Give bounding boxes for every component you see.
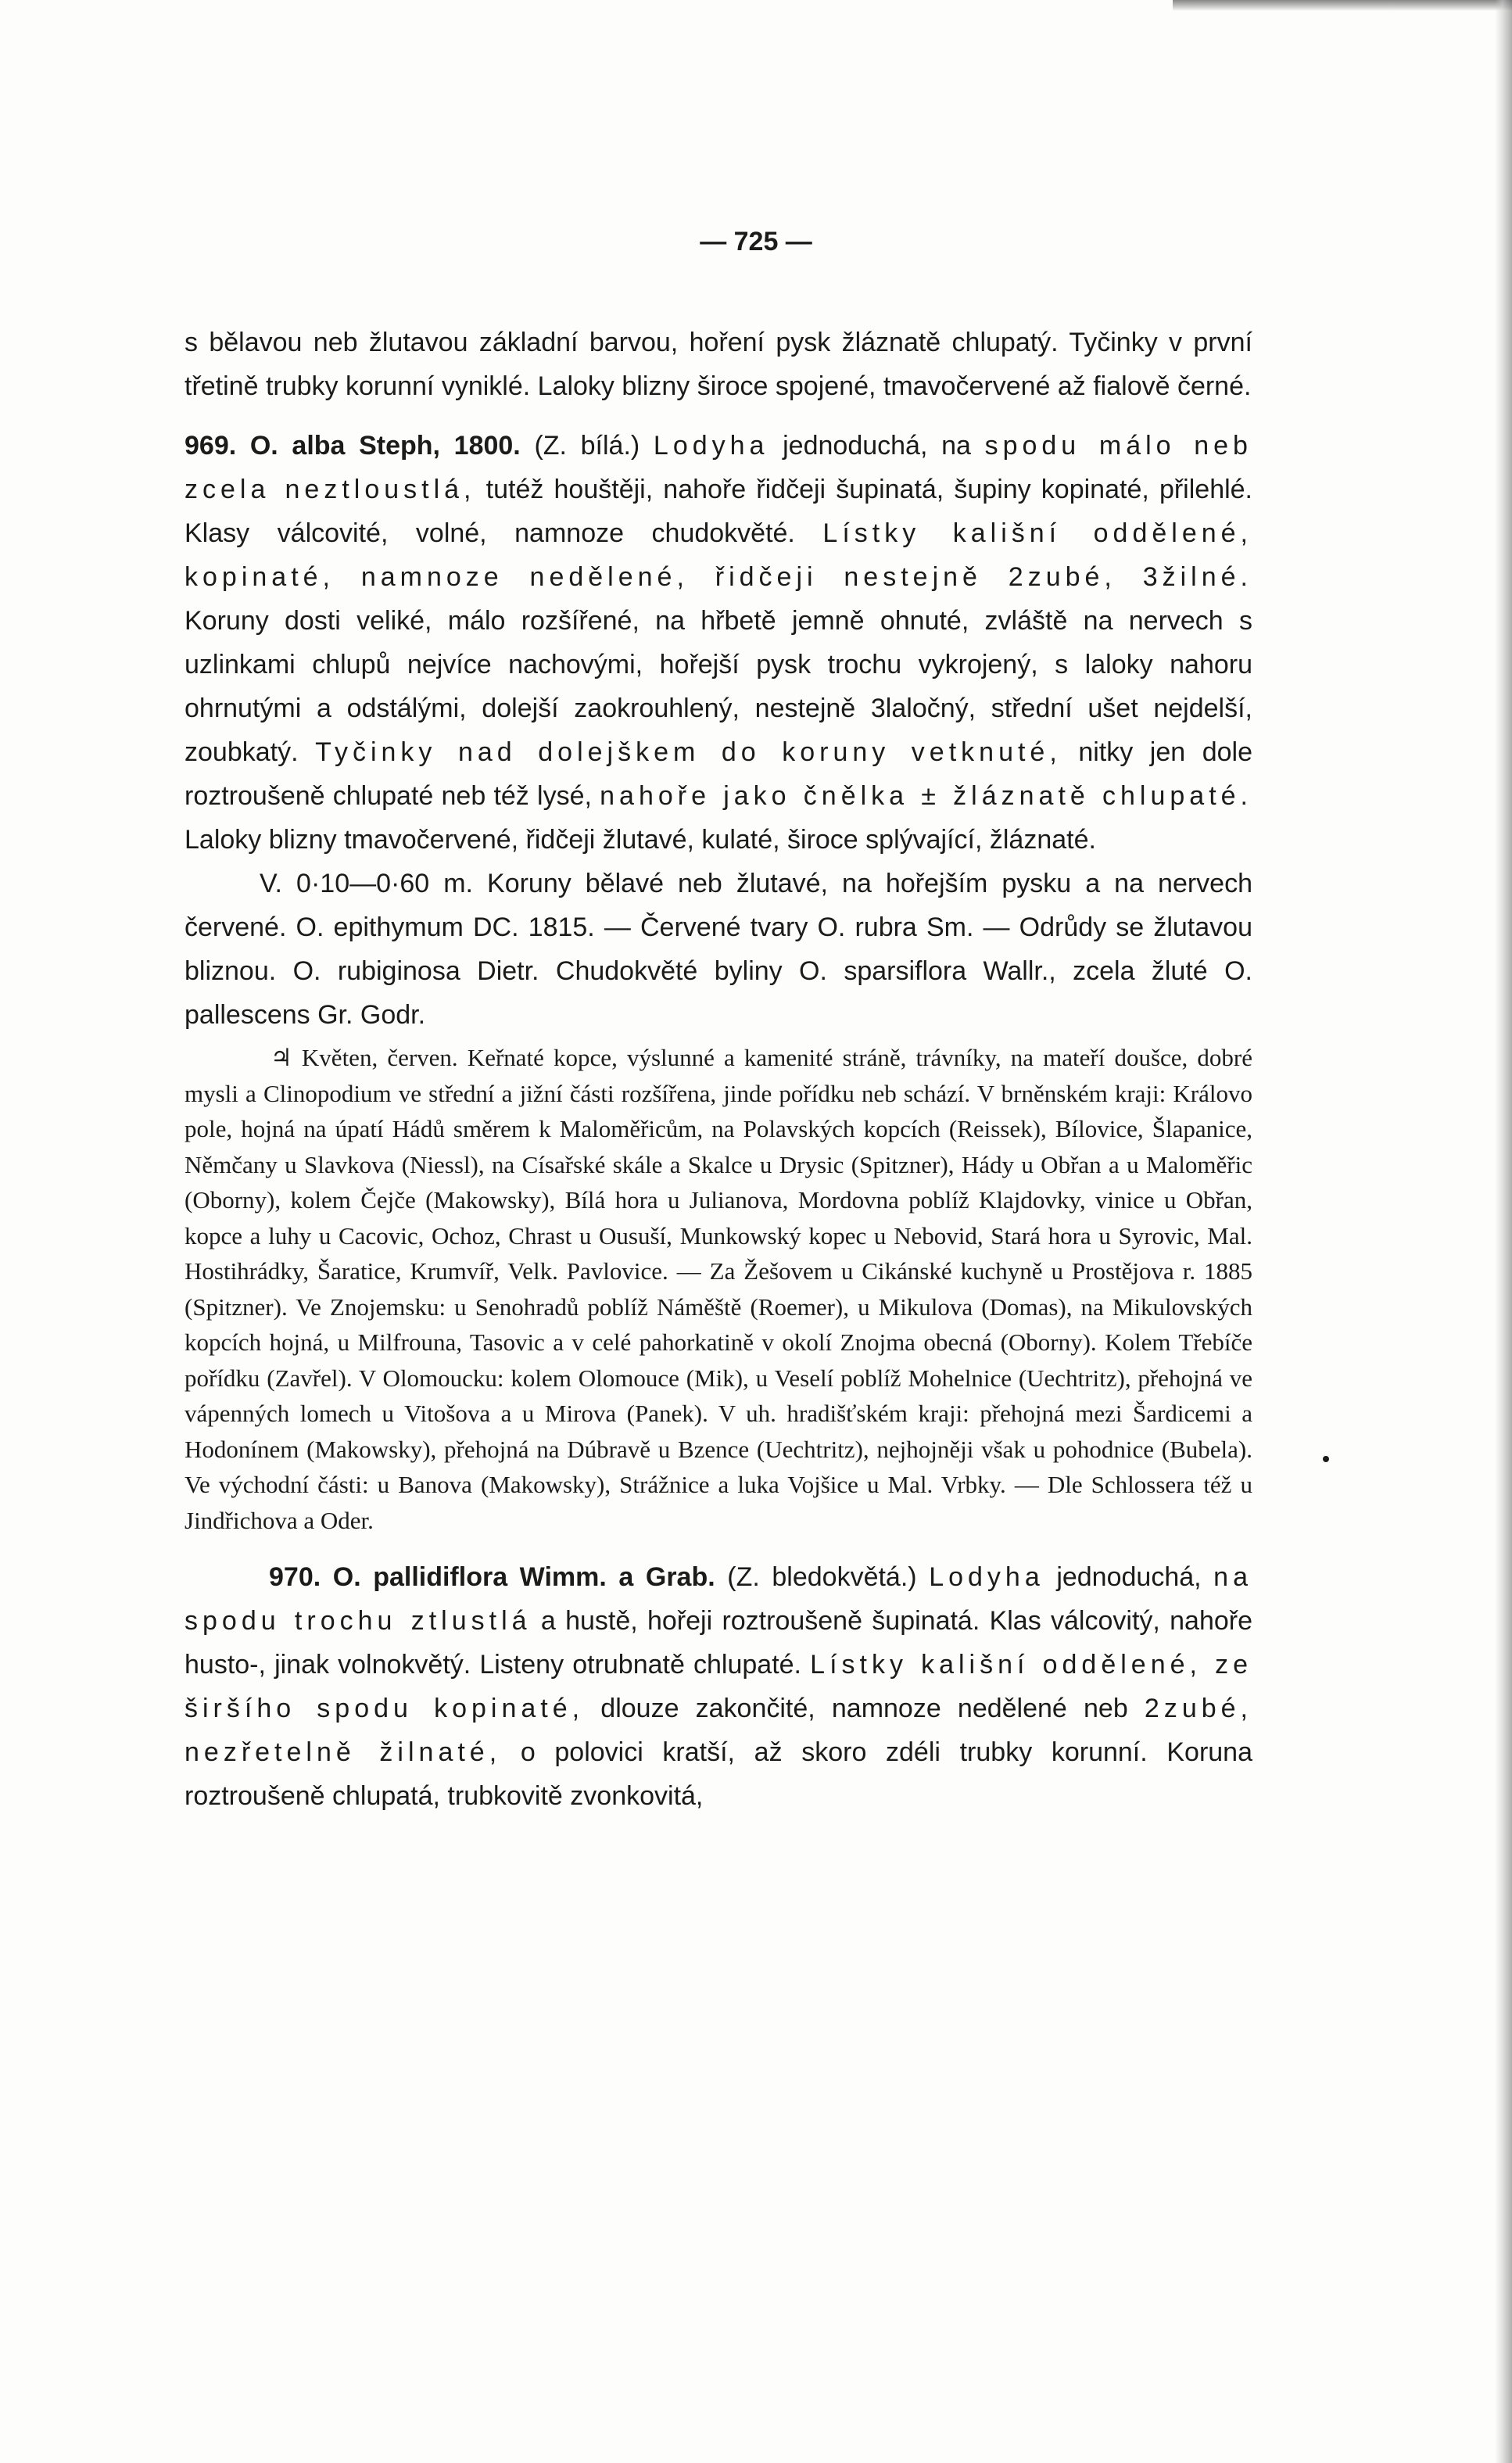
entry-970-heading: 970. O. pallidiflora Wimm. a Grab. xyxy=(269,1562,715,1592)
entry-970-teeth: 2zubé, nezřetelně žilnaté, xyxy=(185,1694,1252,1767)
entry-969-scales: tutéž houštěji, nahoře řidčeji šupinatá, šupiny kopinaté, přilehlé. Klasy válcovité, volné, namnoze chudokvěté. xyxy=(185,475,1253,548)
scan-edge-right xyxy=(1495,0,1512,2463)
scan-edge-top xyxy=(1173,0,1512,11)
entry-970-stem-label: Lodyha xyxy=(929,1562,1044,1592)
entry-969-stem-label: Lodyha xyxy=(653,431,769,461)
entry-969-stem-text: jednoduchá, na xyxy=(783,431,971,461)
entry-970-calyx-tip: dlouze zakončité, namnoze nedělené neb xyxy=(600,1694,1128,1723)
body-text xyxy=(185,321,1252,1818)
entry-969-varieties: V. 0·10—0·60 m. Koruny bělavé neb žlutavé, na hořejším pysku a na nervech červené. O. epithymum DC. 1815. — Červené tvary O. rubra Sm. — Odrůdy se žlutavou bliznou. O. rubiginosa Dietr. Chudokvěté byliny O. sparsiflora Wallr., zcela žluté O. pallescens Gr. Godr. xyxy=(185,869,1252,1030)
entry-970-stem-base: na spodu trochu ztlustlá xyxy=(185,1562,1252,1636)
intro-paragraph: s bělavou neb žlutavou základní barvou, hoření pysk žláznatě chlupatý. Tyčinky v první třetině trubky korunní vyniklé. Laloky blizny široce spojené, tmavočervené až fialově černé. xyxy=(185,328,1252,401)
entry-970-stem-text: jednoduchá, xyxy=(1056,1562,1202,1592)
entry-970-czech-name: (Z. bledokvětá.) xyxy=(727,1562,917,1592)
entry-969-habitat: ♃ Květen, červen. Keřnaté kopce, výslunné a kamenité stráně, trávníky, na mateří doušce, dobré mysli a Clinopodium ve střední a jižní části rozšířena, jinde pořídku neb schází. V brněnském kraji: Královo pole, hojná na úpatí Hádů směrem k Maloměřicům, na Polavských kopcích (Reissek), Bílovice, Šlapanice, Němčany u Slavkova (Niessl), na Císařské skále a Skalce u Drysic (Spitzner), Hády u Obřan a u Maloměřic (Oborny), kolem Čejče (Makowsky), Bílá hora u Julianova, Mordovna poblíž Klajdovky, vinice u Obřan, kopce a luhy u Cacovic, Ochoz, Chrast u Ousuší, Munkowský kopec u Nebovid, Stará hora u Syrovic, Mal. Hostihrádky, Šaratice, Krumvíř, Velk. Pavlovice. — Za Žešovem u Cikánské kuchyně u Prostějova r. 1885 (Spitzner). Ve Znojemsku: u Senohradů poblíž Náměště (Roemer), u Mikulova (Domas), na Mikulovských kopcích hojná, u Milfrouna, Tasovic a v celé pahorkatině v okolí Znojma obecná (Oborny). Kolem Třebíče pořídku (Zavřel). V Olomoucku: kolem Olomouce (Mik), u Veselí poblíž Mohelnice (Uechtritz), přehojná ve vápenných lomech u Vitošova a u Mirova (Panek). V uh. hradišťském kraji: přehojná mezi Šardicemi a Hodonínem (Makowsky), přehojná na Dúbravě u Bzence (Uechtritz), nejhojněji však u pohodnice (Bubela). Ve východní části: u Banova (Makowsky), Strážnice a luka Vojšice u Mal. Vrbky. — Dle Schlossera též u Jindřichova a Oder. xyxy=(185,1044,1252,1534)
entry-969-czech-name: (Z. bílá.) xyxy=(534,431,640,461)
entry-969-style: nahoře jako čnělka ± žláznatě chlupaté. xyxy=(600,781,1252,811)
entry-970 xyxy=(185,1555,1252,1818)
entry-969-calyx: Lístky kališní oddělené, kopinaté, namnoze nedělené, řidčeji nestejně 2zubé, 3žilné. xyxy=(185,518,1252,592)
entry-969-stamens: Tyčinky nad dolejškem do koruny vetknuté, xyxy=(315,737,1062,767)
entry-969-filaments: nitky jen dole roztroušeně chlupaté neb též lysé, xyxy=(185,737,1252,811)
entry-969-stigma: Laloky blizny tmavočervené, řidčeji žlutavé, kulaté, široce splývající, žláznaté. xyxy=(185,825,1096,855)
scan-speck xyxy=(1323,1456,1329,1462)
entry-970-calyx: Lístky kališní oddělené, ze širšího spodu kopinaté, xyxy=(185,1650,1252,1723)
entry-970-corolla: o polovici kratší, až skoro zdéli trubky korunní. Koruna roztroušeně chlupatá, trubkovitě zvonkovitá, xyxy=(185,1737,1252,1811)
entry-969-heading: 969. O. alba Steph, 1800. xyxy=(185,431,521,461)
page-number: — 725 — xyxy=(700,227,812,256)
entry-969-stem-base: spodu málo neb zcela neztloustlá, xyxy=(185,431,1252,504)
entry-970-scales: a hustě, hořeji roztroušeně šupinatá. Klas válcovitý, nahoře husto-, jinak volnokvětý. Listeny otrubnatě chlupaté. xyxy=(185,1606,1252,1680)
entry-969-corolla: Koruny dosti veliké, málo rozšířené, na hřbetě jemně ohnuté, zvláště na nervech s uzlinkami chlupů nejvíce nachovými, hořejší pysk trochu vykrojený, s laloky nahoru ohrnutými a odstálými, dolejší zaokrouhlený, nestejně 3laločný, střední ušet nejdelší, zoubkatý. xyxy=(185,606,1252,767)
entry-969 xyxy=(185,424,1252,862)
